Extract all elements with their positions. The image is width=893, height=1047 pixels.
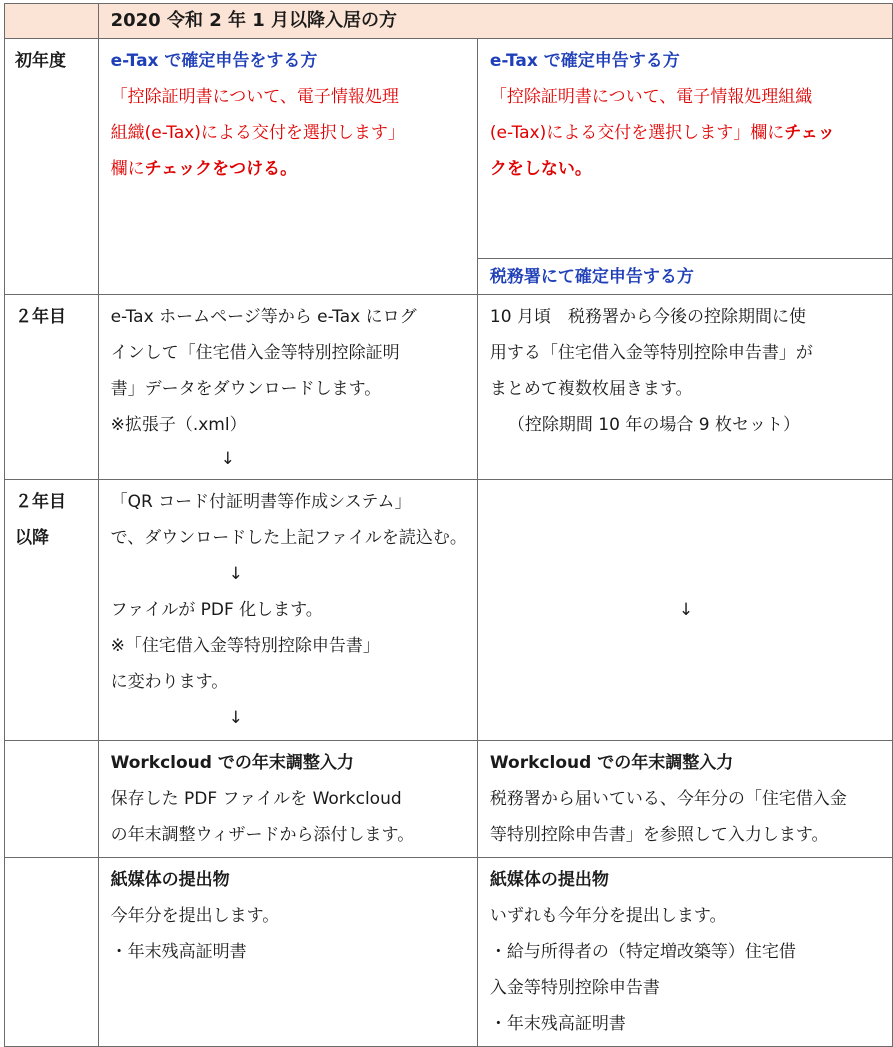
down-arrow-icon: ↓ bbox=[678, 600, 694, 620]
first-year-left-heading: e-Tax で確定申告をする方 bbox=[110, 51, 318, 71]
first-year-right-line3: クをしない。 bbox=[489, 159, 592, 179]
first-year-left-cell bbox=[98, 39, 477, 295]
workcloud-right-line2: 等特別控除申告書」を参照して入力します。 bbox=[489, 825, 829, 845]
after-second-right-cell bbox=[477, 480, 892, 741]
second-year-left-line4: ※拡張子（.xml） bbox=[110, 415, 247, 435]
row-after-second-year bbox=[5, 480, 893, 741]
workcloud-left-line1: 保存した PDF ファイルを Workcloud bbox=[110, 789, 402, 809]
row-label-after-second-year bbox=[5, 480, 99, 741]
after-second-left-line5: に変わります。 bbox=[110, 672, 229, 692]
workcloud-right-line1: 税務署から届いている、今年分の「住宅借入金 bbox=[489, 789, 847, 809]
second-year-left-line1: e-Tax ホームページ等から e-Tax にログ bbox=[110, 307, 417, 327]
second-year-right-cell bbox=[477, 295, 892, 480]
down-arrow-icon: ↓ bbox=[220, 449, 235, 469]
paper-right-line2: ・給与所得者の（特定増改築等）住宅借 bbox=[489, 942, 796, 962]
paper-left-line1: 今年分を提出します。 bbox=[110, 906, 280, 926]
after-second-left-line2: で、ダウンロードした上記ファイルを読込む。 bbox=[110, 528, 467, 548]
second-year-right-line4: （控除期間 10 年の場合 9 枚セット） bbox=[507, 415, 800, 435]
after-second-left-line4: ※「住宅借入金等特別控除申告書」 bbox=[110, 636, 380, 656]
after-second-left-cell bbox=[98, 480, 477, 741]
paper-right-line1: いずれも今年分を提出します。 bbox=[489, 906, 727, 926]
row-second-year bbox=[5, 295, 893, 480]
first-year-right-line1: 「控除証明書について、電子情報処理組織 bbox=[489, 87, 813, 107]
workcloud-left-line2: の年末調整ウィザードから添付します。 bbox=[110, 825, 415, 845]
workcloud-left-cell bbox=[98, 741, 477, 858]
header-row bbox=[5, 4, 893, 39]
paper-right-line3: 入金等特別控除申告書 bbox=[489, 978, 660, 998]
first-year-left-line1: 「控除証明書について、電子情報処理 bbox=[110, 87, 399, 107]
row-label-second-year: ２年目 bbox=[5, 295, 99, 480]
header-title: 2020 令和 2 年 1 月以降入居の方 bbox=[98, 4, 892, 39]
row-label-paper-empty bbox=[5, 858, 99, 1047]
row-label-after-second-line1: ２年目 bbox=[15, 492, 66, 512]
first-year-left-line3a: 欄に bbox=[110, 159, 145, 179]
paper-right-heading: 紙媒体の提出物 bbox=[489, 870, 609, 890]
first-year-left-line2: 組織(e-Tax)による交付を選択します」 bbox=[110, 123, 405, 143]
row-first-year bbox=[5, 39, 893, 259]
row-label-after-second-line2: 以降 bbox=[15, 528, 49, 548]
paper-right-line4: ・年末残高証明書 bbox=[489, 1014, 626, 1034]
housing-loan-deduction-table bbox=[4, 3, 893, 1047]
after-second-left-line1: 「QR コード付証明書等作成システム」 bbox=[110, 492, 412, 512]
second-year-right-line1: 10 月頃 税務署から今後の控除期間に使 bbox=[489, 307, 806, 327]
paper-left-cell bbox=[98, 858, 477, 1047]
row-label-first-year: 初年度 bbox=[5, 39, 99, 295]
down-arrow-icon: ↓ bbox=[228, 708, 243, 728]
paper-left-heading: 紙媒体の提出物 bbox=[110, 870, 230, 890]
row-workcloud bbox=[5, 741, 893, 858]
workcloud-left-heading: Workcloud での年末調整入力 bbox=[110, 753, 354, 773]
second-year-left-line3: 書」データをダウンロードします。 bbox=[110, 379, 382, 399]
row-paper bbox=[5, 858, 893, 1047]
first-year-right-tax-office-cell bbox=[477, 259, 892, 295]
row-label-workcloud-empty bbox=[5, 741, 99, 858]
header-empty-cell bbox=[5, 4, 99, 39]
first-year-right-line2a: (e-Tax)による交付を選択します」欄に bbox=[489, 123, 785, 143]
first-year-right-line2b: チェッ bbox=[784, 123, 835, 143]
down-arrow-icon: ↓ bbox=[228, 564, 243, 584]
second-year-right-line3: まとめて複数枚届きます。 bbox=[489, 379, 693, 399]
second-year-left-line2: インして「住宅借入金等特別控除証明 bbox=[110, 343, 400, 363]
workcloud-right-cell bbox=[477, 741, 892, 858]
first-year-left-line3b: チェックをつける。 bbox=[144, 159, 298, 179]
paper-left-line2: ・年末残高証明書 bbox=[110, 942, 247, 962]
first-year-right-heading: e-Tax で確定申告する方 bbox=[489, 51, 680, 71]
after-second-left-line3: ファイルが PDF 化します。 bbox=[110, 600, 323, 620]
first-year-right-heading2: 税務署にて確定申告する方 bbox=[489, 267, 694, 287]
second-year-left-cell bbox=[98, 295, 477, 480]
workcloud-right-heading: Workcloud での年末調整入力 bbox=[489, 753, 734, 773]
paper-right-cell bbox=[477, 858, 892, 1047]
first-year-right-cell bbox=[477, 39, 892, 259]
second-year-right-line2: 用する「住宅借入金等特別控除申告書」が bbox=[489, 343, 813, 363]
